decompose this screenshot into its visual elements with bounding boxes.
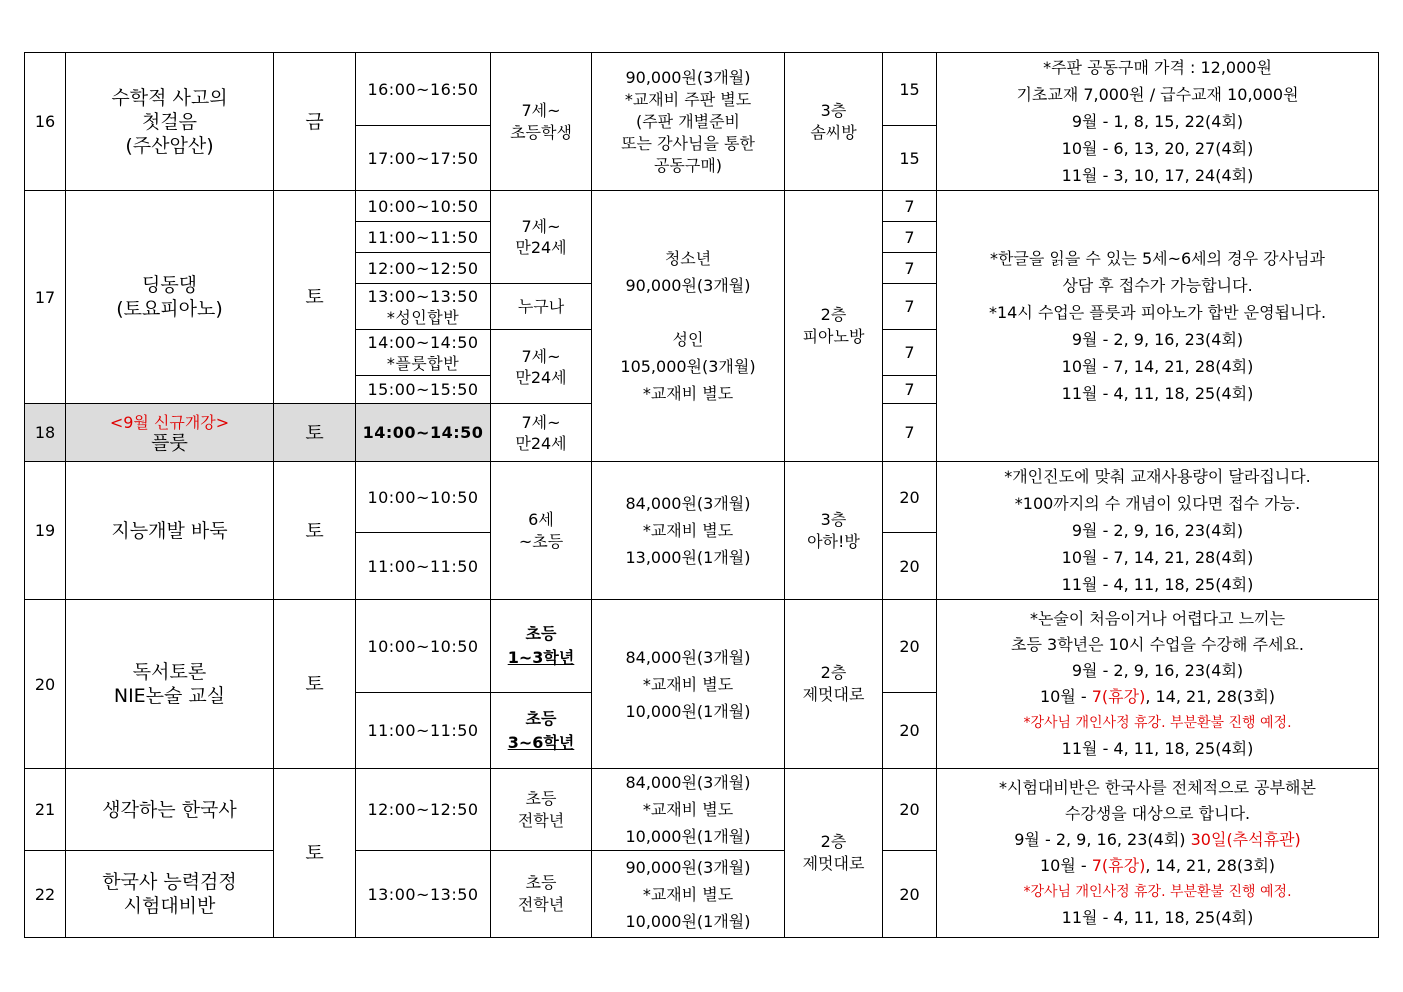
class-time: 16:00~16:50 — [356, 53, 491, 126]
class-number: 16 — [25, 53, 66, 191]
class-capacity: 7 — [883, 330, 937, 376]
class-title: <9월 신규개강> 플룻 — [66, 404, 274, 462]
class-day: 토 — [274, 191, 356, 404]
class-time: 11:00~11:50 — [356, 533, 491, 600]
class-target: 7세~ 만24세 — [491, 330, 592, 404]
class-target: 초등 1~3학년 — [491, 600, 592, 693]
class-day: 토 — [274, 600, 356, 769]
class-capacity: 7 — [883, 376, 937, 404]
class-capacity: 20 — [883, 533, 937, 600]
class-capacity: 20 — [883, 769, 937, 851]
class-title: 지능개발 바둑 — [66, 462, 274, 600]
class-capacity: 20 — [883, 462, 937, 533]
class-time: 10:00~10:50 — [356, 462, 491, 533]
class-notes: *시험대비반은 한국사를 전체적으로 공부해본 수강생을 대상으로 합니다. 9월 - 2, 9, 16, 23(4회) 30일(추석휴관) 10월 - 7(휴강), 14, 21, 28(3회) *강사님 개인사정 휴강. 부분환불 진행 예정. 11월 - 4, 11, 18, 25(4회) — [937, 769, 1379, 938]
class-number: 17 — [25, 191, 66, 404]
class-room: 2층 제멋대로 — [785, 600, 883, 769]
class-number: 19 — [25, 462, 66, 600]
class-day: 토 — [274, 462, 356, 600]
class-target: 초등 전학년 — [491, 769, 592, 851]
class-time: 15:00~15:50 — [356, 376, 491, 404]
class-capacity: 7 — [883, 191, 937, 222]
class-number: 18 — [25, 404, 66, 462]
class-target: 7세~ 만24세 — [491, 191, 592, 284]
class-time: 12:00~12:50 — [356, 253, 491, 284]
class-capacity: 20 — [883, 693, 937, 769]
new-class-badge: <9월 신규개강> — [109, 412, 230, 432]
class-capacity: 7 — [883, 284, 937, 330]
class-target: 초등 전학년 — [491, 851, 592, 938]
class-capacity: 20 — [883, 851, 937, 938]
class-room: 3층 솜씨방 — [785, 53, 883, 191]
class-number: 22 — [25, 851, 66, 938]
class-time: 14:00~14:50 — [356, 404, 491, 462]
class-time: 13:00~13:50 — [356, 851, 491, 938]
class-number: 20 — [25, 600, 66, 769]
class-fee: 84,000원(3개월) *교재비 별도 10,000원(1개월) — [592, 600, 785, 769]
class-room: 2층 제멋대로 — [785, 769, 883, 938]
class-fee: 90,000원(3개월) *교재비 주판 별도 (주판 개별준비 또는 강사님을 통한 공동구매) — [592, 53, 785, 191]
class-time: 14:00~14:50 *플룻합반 — [356, 330, 491, 376]
class-day: 토 — [274, 769, 356, 938]
class-day: 금 — [274, 53, 356, 191]
class-title: 생각하는 한국사 — [66, 769, 274, 851]
class-room: 2층 피아노방 — [785, 191, 883, 462]
class-capacity: 7 — [883, 253, 937, 284]
class-target: 7세~ 초등학생 — [491, 53, 592, 191]
class-time: 17:00~17:50 — [356, 126, 491, 191]
class-room: 3층 아하!방 — [785, 462, 883, 600]
class-fee: 84,000원(3개월) *교재비 별도 10,000원(1개월) — [592, 769, 785, 851]
class-time: 13:00~13:50 *성인합반 — [356, 284, 491, 330]
class-notes: *주판 공동구매 가격 : 12,000원 기초교재 7,000원 / 급수교재 10,000원 9월 - 1, 8, 15, 22(4회) 10월 - 6, 13, 20, 27(4회) 11월 - 3, 10, 17, 24(4회) — [937, 53, 1379, 191]
class-time: 11:00~11:50 — [356, 693, 491, 769]
class-target: 6세 ~초등 — [491, 462, 592, 600]
class-number: 21 — [25, 769, 66, 851]
class-time: 10:00~10:50 — [356, 600, 491, 693]
class-capacity: 7 — [883, 404, 937, 462]
class-notes: *논술이 처음이거나 어렵다고 느끼는 초등 3학년은 10시 수업을 수강해 주세요. 9월 - 2, 9, 16, 23(4회) 10월 - 7(휴강), 14, 21, 28(3회) *강사님 개인사정 휴강. 부분환불 진행 예정. 11월 - 4, 11, 18, 25(4회) — [937, 600, 1379, 769]
class-title: 수학적 사고의 첫걸음 (주산암산) — [66, 53, 274, 191]
class-time: 10:00~10:50 — [356, 191, 491, 222]
class-target: 누구나 — [491, 284, 592, 330]
class-capacity: 15 — [883, 126, 937, 191]
class-day: 토 — [274, 404, 356, 462]
class-notes: *개인진도에 맞춰 교재사용량이 달라집니다. *100까지의 수 개념이 있다면 접수 가능. 9월 - 2, 9, 16, 23(4회) 10월 - 7, 14, 21, 28(4회) 11월 - 4, 11, 18, 25(4회) — [937, 462, 1379, 600]
class-capacity: 7 — [883, 222, 937, 253]
class-title: 독서토론 NIE논술 교실 — [66, 600, 274, 769]
class-capacity: 20 — [883, 600, 937, 693]
class-fee: 84,000원(3개월) *교재비 별도 13,000원(1개월) — [592, 462, 785, 600]
class-time: 12:00~12:50 — [356, 769, 491, 851]
class-notes: *한글을 읽을 수 있는 5세~6세의 경우 강사님과 상담 후 접수가 가능합니다. *14시 수업은 플룻과 피아노가 합반 운영됩니다. 9월 - 2, 9, 16, 23(4회) 10월 - 7, 14, 21, 28(4회) 11월 - 4, 11, 18, 25(4회) — [937, 191, 1379, 462]
class-fee: 청소년 90,000원(3개월) 성인 105,000원(3개월) *교재비 별도 — [592, 191, 785, 462]
class-fee: 90,000원(3개월) *교재비 별도 10,000원(1개월) — [592, 851, 785, 938]
class-time: 11:00~11:50 — [356, 222, 491, 253]
class-target: 초등 3~6학년 — [491, 693, 592, 769]
class-capacity: 15 — [883, 53, 937, 126]
class-title: 한국사 능력검정 시험대비반 — [66, 851, 274, 938]
class-schedule-table — [24, 52, 1379, 938]
class-target: 7세~ 만24세 — [491, 404, 592, 462]
class-title: 딩동댕 (토요피아노) — [66, 191, 274, 404]
